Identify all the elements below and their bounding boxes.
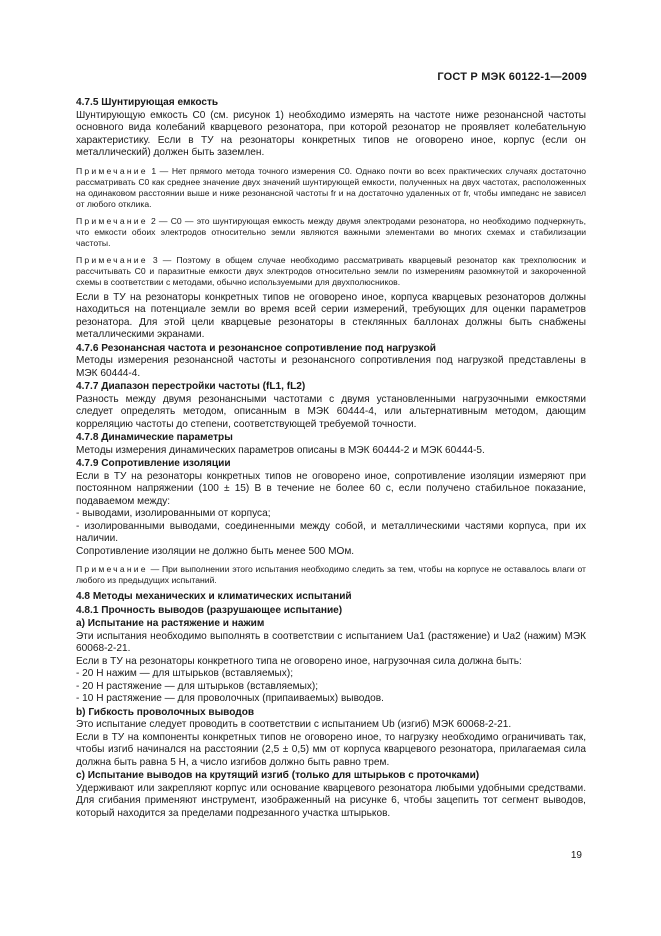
- section-4-7-7-paragraph: Разность между двумя резонансными частотами с двумя установленными нагрузочными емкостями следует определять методом, описанным в МЭК 60444-4, или альтернативным методом, дающим корреляцию частоты до степени, соответствующей требуемой точности.: [76, 393, 586, 430]
- note-2-text: 2 — C0 — это шунтирующая емкость между двумя электродами резонатора, но необходимо подчеркнуть, что емкости обоих электродов относительно земли являются важными элементами во многих схемах и стабилизации частоты.: [76, 215, 586, 248]
- note-insulation: [76, 564, 586, 586]
- subsection-b-paragraph-2: Если в ТУ на компоненты конкретных типов не оговорено иное, то нагрузку необходимо ограничивать так, чтобы изгиб начинался на расстоянии (2,5 ± 0,5) мм от корпуса кварцевого резонатора, прилагаемая сила должна быть равна 5 Н, а число изгибов должно быть равно трем.: [76, 731, 586, 768]
- list-item: - 20 Н растяжение — для штырьков (вставляемых);: [76, 680, 319, 692]
- note-2-label: Примечание: [76, 215, 148, 226]
- note-insulation-label: Примечание: [76, 564, 148, 574]
- section-4-7-6-paragraph: Методы измерения резонансной частоты и резонансного сопротивления под нагрузкой представлены в МЭК 60444-4.: [76, 355, 586, 379]
- section-4-7-5-paragraph: Шунтирующую емкость C0 (см. рисунок 1) необходимо измерять на частоте ниже резонансной частоты основного вида колебаний кварцевого резонатора, при которой резонатор не проявляет колебательную характеристику. Если в ТУ на резонаторы конкретных типов не оговорено иное, корпус (если он металлический) должен быть заземлен.: [76, 109, 586, 158]
- note-3-text: 3 — Поэтому в общем случае необходимо рассматривать кварцевый резонатор как трехполюсник и рассчитывать C0 и паразитные емкости двух электродов относительно земли по измерениям разомкнутой и закороченной схемы в соответствии с методами, обычно используемыми для двухполюсников.: [76, 254, 587, 287]
- section-4-7-5-paragraph-2: Если в ТУ на резонаторы конкретных типов не оговорено иное, корпуса кварцевых резонаторов должны находиться на потенциале земли во время всей серии измерений, требующих для оценки параметров резонатора. Для этой цели кварцевые резонаторы в стеклянных баллонах должны быть снабжены металлическими экранами.: [76, 291, 586, 340]
- note-3: [76, 255, 586, 288]
- section-4-7-8-paragraph: Методы измерения динамических параметров описаны в МЭК 60444-2 и МЭК 60444-5.: [76, 444, 485, 456]
- section-4-7-6-title: 4.7.6 Резонансная частота и резонансное сопротивление под нагрузкой: [76, 342, 436, 354]
- section-4-7-9-title: 4.7.9 Сопротивление изоляции: [76, 458, 231, 469]
- subsection-b-paragraph: Это испытание следует проводить в соответствии с испытанием Ub (изгиб) МЭК 60068-2-21.: [76, 719, 512, 730]
- section-4-8-title: 4.8 Методы механических и климатических испытаний: [76, 591, 352, 602]
- list-item: - выводами, изолированными от корпуса;: [76, 508, 271, 519]
- page-number: 19: [570, 850, 582, 861]
- section-4-7-9-paragraph-2: Сопротивление изоляции не должно быть менее 500 МОм.: [76, 545, 355, 557]
- note-2: [76, 216, 586, 249]
- subsection-c-paragraph: Удерживают или закрепляют корпус или основание кварцевого резонатора любыми удобными средствами. Для сгибания применяют инструмент, изображенный на рисунке 6, чтобы зацепить тот сегмент выводов, который находится за пределами подрезанного участка штырьков.: [76, 782, 586, 819]
- note-insulation-text: — При выполнении этого испытания необходимо следить за тем, чтобы на корпусе не оставалось влаги от любого из предыдущих испытаний.: [76, 564, 586, 585]
- list-item: - изолированными выводами, соединенными между собой, и металлическими частями корпуса, при их наличии.: [76, 520, 586, 544]
- subsection-a-title: a) Испытание на растяжение и нажим: [76, 618, 265, 629]
- section-4-7-7-title: 4.7.7 Диапазон перестройки частоты (fL1, fL2): [76, 381, 306, 392]
- subsection-b-title: b) Гибкость проволочных выводов: [76, 706, 255, 718]
- section-4-7-5-title: 4.7.5 Шунтирующая емкость: [76, 97, 219, 108]
- list-item: - 20 Н нажим — для штырьков (вставляемых);: [76, 668, 294, 679]
- section-4-8-1-title: 4.8.1 Прочность выводов (разрушающее испытание): [76, 604, 343, 616]
- section-4-7-8-title: 4.7.8 Динамические параметры: [76, 432, 233, 443]
- standard-header: ГОСТ Р МЭК 60122-1—2009: [437, 71, 587, 83]
- subsection-a-paragraph-2: Если в ТУ на резонаторы конкретного типа не оговорено иное, нагрузочная сила должна быть:: [76, 655, 522, 667]
- section-4-7-9-paragraph: Если в ТУ на резонаторы конкретных типов не оговорено иное, сопротивление изоляции измеряют при постоянном напряжении (100 ± 15) В в течение не более 60 с, если получено стабильное показание, подаваемом между:: [76, 470, 586, 507]
- note-1-label: Примечание: [76, 165, 148, 176]
- list-item: - 10 Н растяжение — для проволочных (припаиваемых) выводов.: [76, 693, 384, 704]
- page-content: [76, 96, 586, 820]
- note-3-label: Примечание: [76, 254, 148, 265]
- note-1: [76, 166, 586, 210]
- subsection-a-paragraph: Эти испытания необходимо выполнять в соответствии с испытанием Ua1 (растяжение) и Ua2 (нажим) МЭК 60068-2-21.: [76, 630, 586, 654]
- note-1-text: 1 — Нет прямого метода точного измерения C0. Однако почти во всех практических случаях достаточно рассматривать C0 как среднее значение двух значений шунтирующей емкости, полученных на двух частотах, расположенных на одинаковом расстоянии выше и ниже резонансной частоты fr и на достаточно удаленных от fr, чтобы импеданс не зависел от любого отклика.: [76, 165, 587, 209]
- subsection-c-title: c) Испытание выводов на крутящий изгиб (только для штырьков с проточками): [76, 770, 480, 781]
